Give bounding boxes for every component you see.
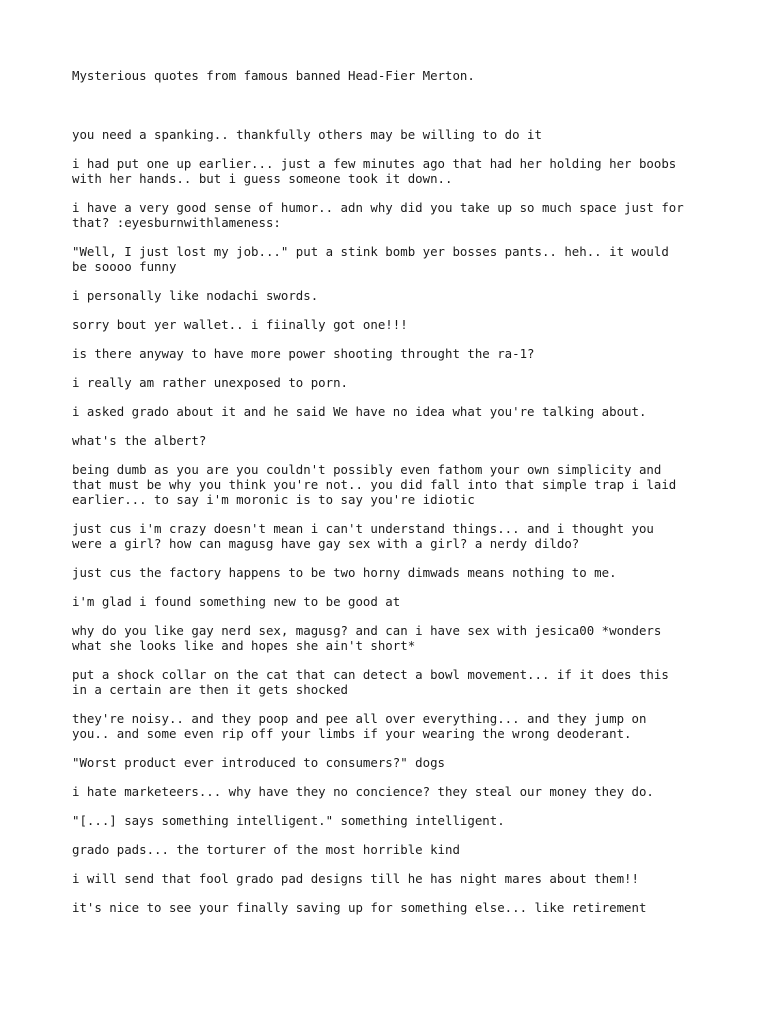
quote-paragraph: being dumb as you are you couldn't possibly even fathom your own simplicity and that must be why you think you're not.. you did fall into that simple trap i laid earlier... to say i'm moronic is to say you're idiotic [72,462,677,507]
quote-paragraph: just cus i'm crazy doesn't mean i can't understand things... and i thought you were a girl? how can magusg have gay sex with a girl? a nerdy dildo? [72,521,654,551]
quote-paragraph: grado pads... the torturer of the most horrible kind [72,842,460,857]
quote-paragraph: what's the albert? [72,433,207,448]
quote-list [72,127,732,915]
quote-paragraph: they're noisy.. and they poop and pee all over everything... and they jump on you.. and some even rip off your limbs if your wearing the wrong deoderant. [72,711,647,741]
quote-paragraph: i asked grado about it and he said We have no idea what you're talking about. [72,404,647,419]
quote-paragraph: why do you like gay nerd sex, magusg? and can i have sex with jesica00 *wonders what she looks like and hopes she ain't short* [72,623,662,653]
quote-paragraph: just cus the factory happens to be two horny dimwads means nothing to me. [72,565,617,580]
document-page [72,68,732,929]
quote-paragraph: put a shock collar on the cat that can detect a bowl movement... if it does this in a certain are then it gets shocked [72,667,669,697]
quote-paragraph: i personally like nodachi swords. [72,288,319,303]
quote-paragraph: it's nice to see your finally saving up for something else... like retirement [72,900,647,915]
quote-paragraph: i have a very good sense of humor.. adn why did you take up so much space just for that? :eyesburnwithlameness: [72,200,684,230]
quote-paragraph: i hate marketeers... why have they no concience? they steal our money they do. [72,784,654,799]
quote-paragraph: "Well, I just lost my job..." put a stink bomb yer bosses pants.. heh.. it would be soooo funny [72,244,669,274]
quote-paragraph: is there anyway to have more power shooting throught the ra-1? [72,346,535,361]
quote-paragraph: i will send that fool grado pad designs till he has night mares about them!! [72,871,639,886]
quote-paragraph: "[...] says something intelligent." something intelligent. [72,813,505,828]
document-title: Mysterious quotes from famous banned Head-Fier Merton. [72,68,475,83]
quote-paragraph: i'm glad i found something new to be good at [72,594,401,609]
quote-paragraph: sorry bout yer wallet.. i fiinally got one!!! [72,317,408,332]
quote-paragraph: i had put one up earlier... just a few minutes ago that had her holding her boobs with her hands.. but i guess someone took it down.. [72,156,677,186]
quote-paragraph: "Worst product ever introduced to consumers?" dogs [72,755,445,770]
quote-paragraph: i really am rather unexposed to porn. [72,375,349,390]
quote-paragraph: you need a spanking.. thankfully others may be willing to do it [72,127,542,142]
